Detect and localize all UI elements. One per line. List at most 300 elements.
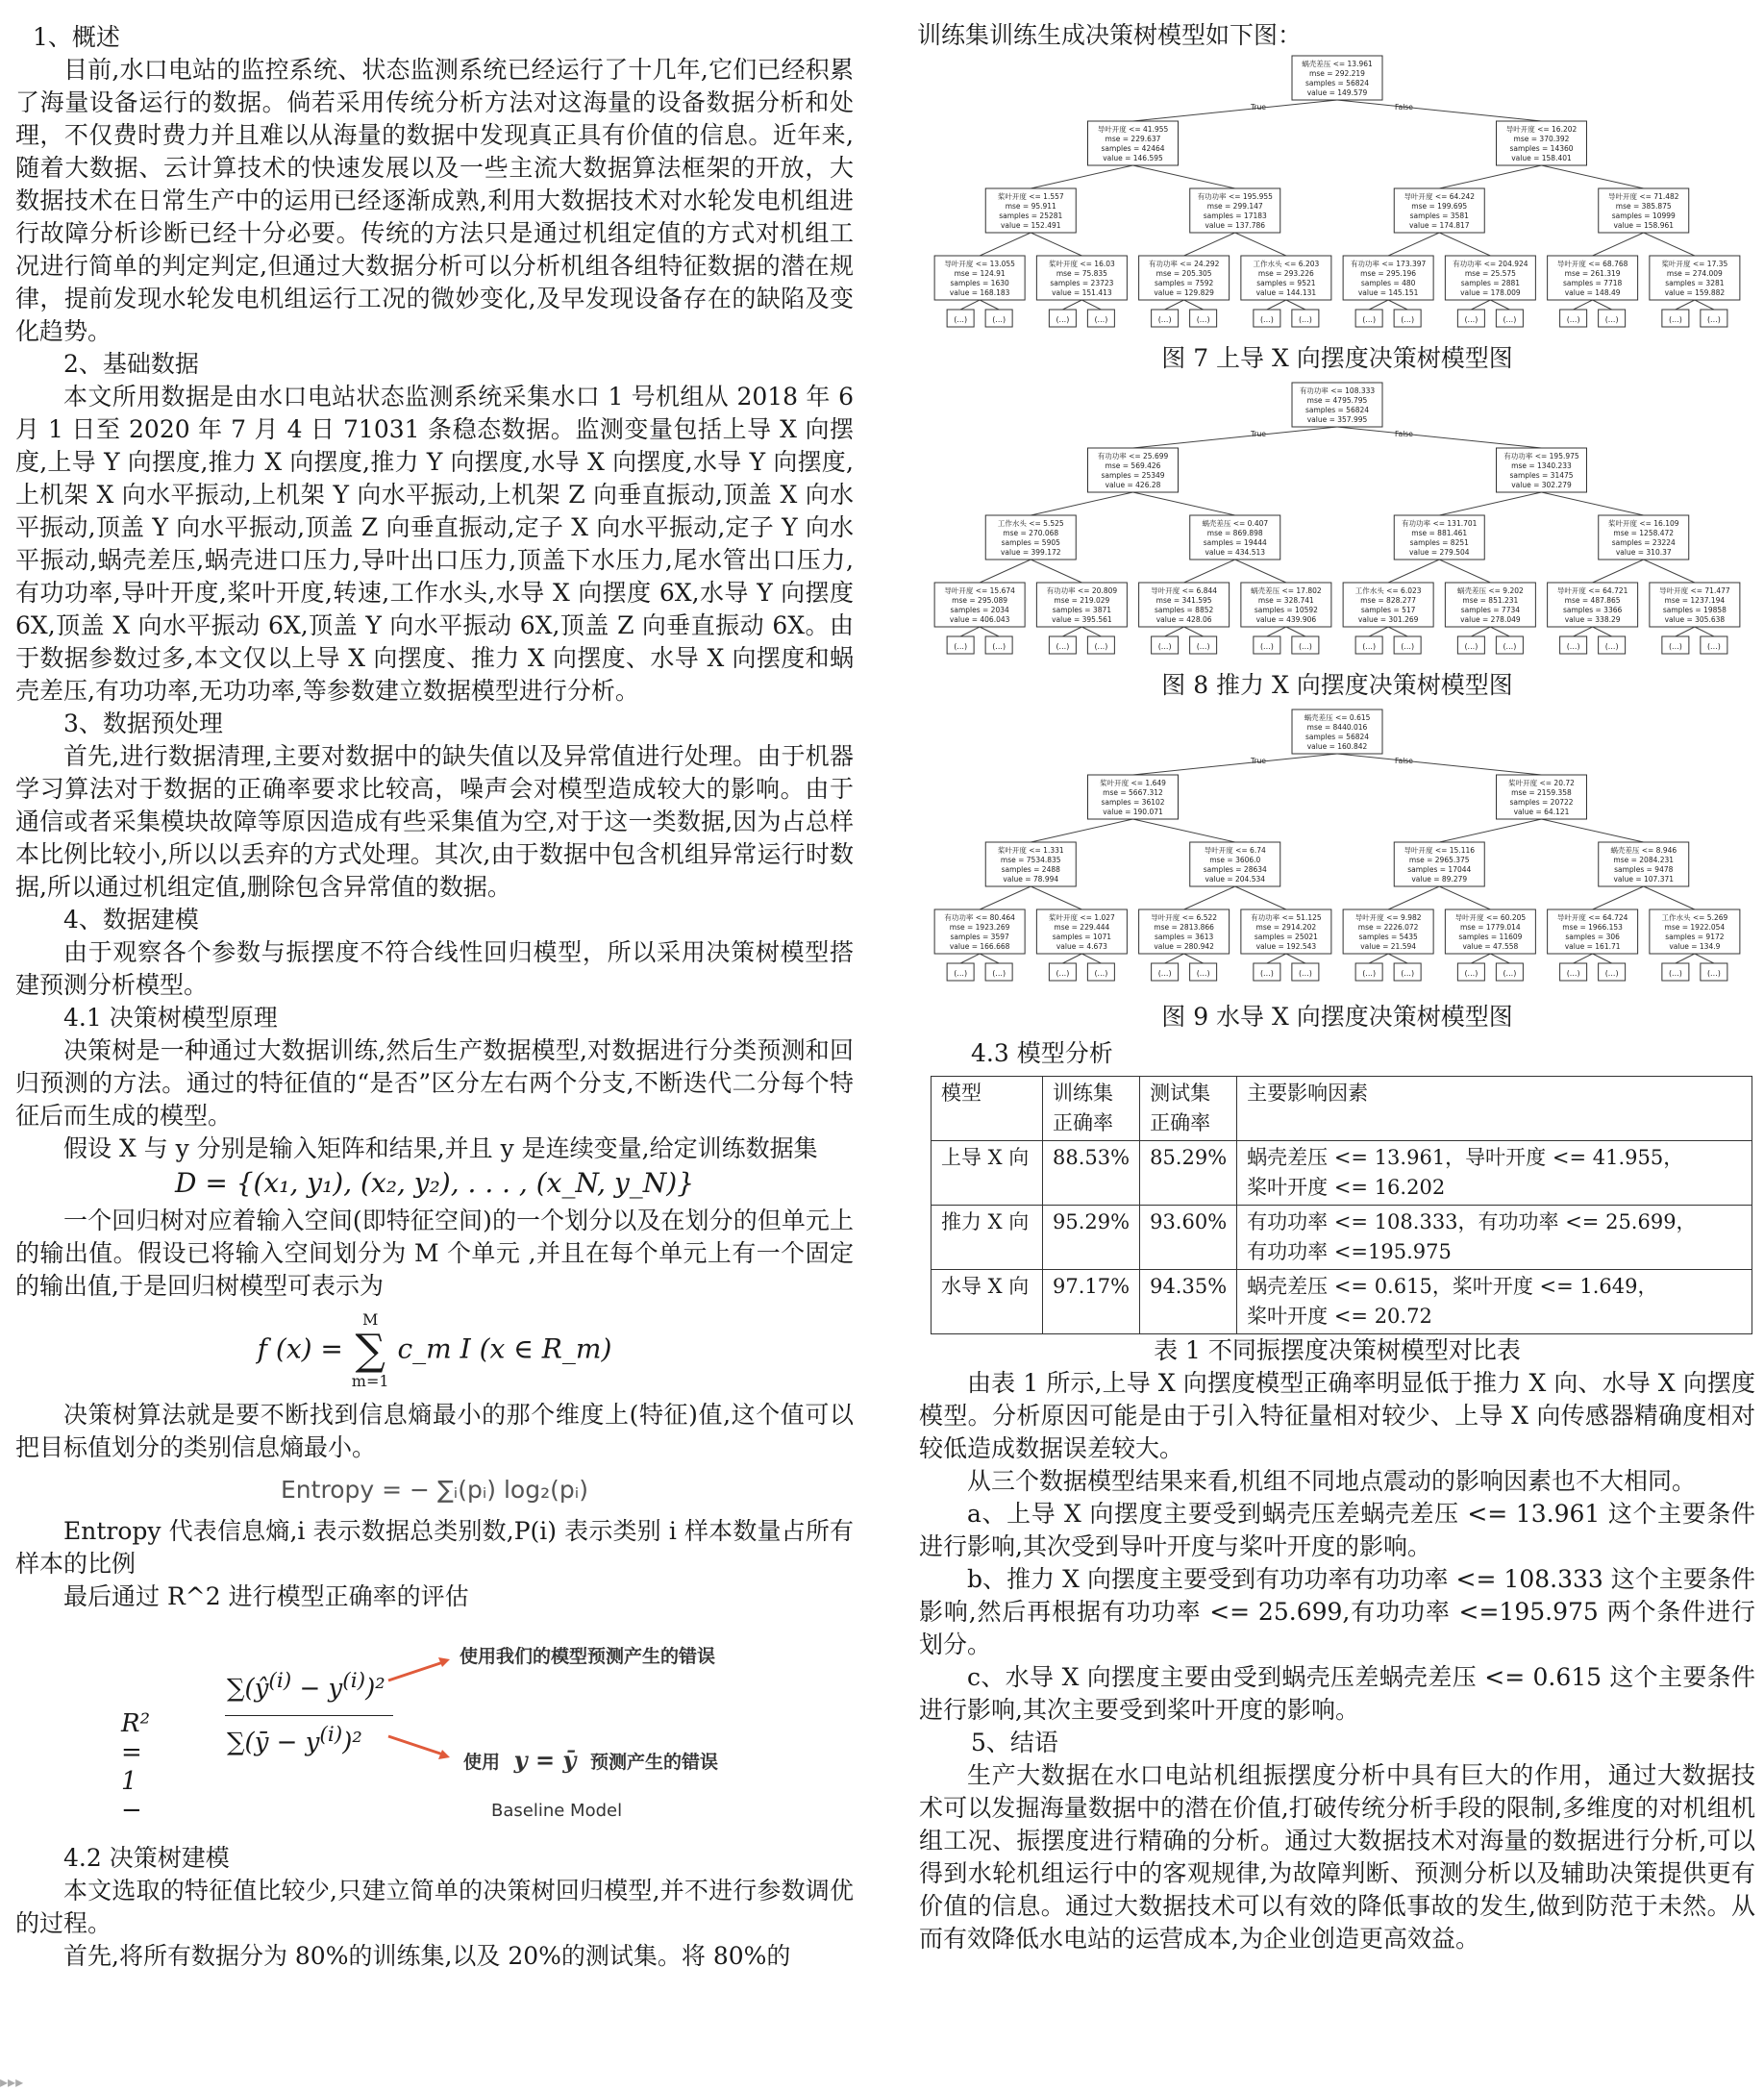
tree-leaf-label: (...) [1094,969,1108,978]
tree-node-text: samples = 7734 [1460,606,1521,614]
tree-node-text: mse = 851.231 [1462,596,1519,605]
tree-edge [980,627,999,636]
tree-node-text: value = 174.817 [1408,221,1470,230]
tree-edge [980,886,1031,909]
tree-edge [1337,754,1542,775]
tree-edge [980,233,1031,256]
page-corner-mark: ▸▸▸ [0,2073,24,2091]
tree-node-text: mse = 2159.358 [1511,788,1572,797]
tree-node-text: samples = 20722 [1509,798,1574,807]
tree-leaf-label: (...) [1094,315,1108,324]
tree-edge [980,300,999,310]
tree-node-text: mse = 2965.375 [1408,856,1470,864]
tree-node-text: samples = 1630 [950,279,1009,287]
tree-leaf-label: (...) [1056,642,1070,651]
tree-edge [1644,233,1695,256]
tree-node-text: value = 78.994 [1003,875,1059,884]
tree-edge [1542,165,1644,188]
decision-tree-figure-9 [929,706,1746,999]
tree-edge [1133,100,1338,121]
tree-node-text: mse = 881.461 [1411,529,1468,537]
tree-leaf-label: (...) [1566,315,1580,324]
tree-node-text: value = 168.183 [949,288,1010,297]
tree-node-text: value = 190.071 [1103,808,1163,816]
paragraph: Entropy 代表信息熵,i 表示数据总类别数,P(i) 表示类别 i 样本数量占所有样本的比例 [15,1517,854,1578]
tree-node-text: samples = 5905 [1001,538,1060,547]
tree-node-text: 导叶开度 <= 64.724 [1556,913,1628,922]
tree-node-text: mse = 2084.231 [1613,856,1675,864]
tree-edge [1593,560,1644,583]
table-cell: 85.29% [1140,1141,1237,1206]
table-cell: 93.60% [1140,1206,1237,1270]
equation-regression-tree: f (x) = M ∑ m=1 c_m I (x ∈ R_m) [257,1310,612,1390]
tree-node-text: value = 301.269 [1357,615,1419,624]
tree-node-text: value = 145.151 [1357,288,1419,297]
tree-leaf-label: (...) [1157,315,1172,324]
tree-node-text: samples = 10999 [1611,212,1676,220]
paragraph: 由于观察各个参数与振摆度不符合线性回归模型，所以采用决策树模型搭建预测分析模型。 [15,938,854,999]
tree-node-text: mse = 299.147 [1206,202,1263,211]
tree-edge [1388,954,1407,963]
tree-node-text: 导叶开度 <= 64.721 [1556,586,1628,595]
tree-edge [1388,627,1407,636]
tree-node-text: value = 310.37 [1615,548,1672,557]
paragraph: 首先,进行数据清理,主要对数据中的缺失值以及异常值进行处理。由于机器学习算法对于数据的正确率要求比较高，噪声会对模型造成较大的影响。由于通信或者采集模块故障等原因造成有些采集值为空,对于这一类数据,因为占总样本比例比较小,所以以丢弃的方式处理。其次,由于数据中包含机组异常运行时数据,所以通过机组定值,删除包含异常值的数据。 [15,742,854,901]
section-title: 3、数据预处理 [63,709,223,737]
subsection-title: 4.1 决策树模型原理 [63,1004,278,1032]
tree-node-text: samples = 7718 [1562,279,1623,287]
tree-node-text: 蜗壳差压 <= 9.202 [1456,586,1524,595]
tree-leaf-label: (...) [1157,642,1172,651]
tree-edge [1439,560,1490,583]
tree-node-text: value = 89.279 [1411,875,1468,884]
tree-node-text: samples = 3366 [1562,606,1623,614]
tree-node-text: 导叶开度 <= 9.982 [1354,913,1422,922]
tree-node-text: samples = 31475 [1509,471,1574,480]
tree-edge [1267,954,1286,963]
tree-leaf-label: (...) [1298,315,1312,324]
tree-node-text: mse = 1923.269 [949,923,1010,932]
tree-node-text: samples = 9521 [1256,279,1316,287]
tree-leaf-label: (...) [1362,969,1377,978]
tree-node-text: mse = 295.089 [952,596,1008,605]
tree-edge [1031,492,1132,515]
equation-entropy: Entropy = − ∑ᵢ(pᵢ) log₂(pᵢ) [281,1476,588,1504]
tree-node-text: value = 158.401 [1511,154,1572,162]
tree-leaf-label: (...) [1503,315,1517,324]
tree-node-text: samples = 56824 [1304,406,1370,414]
tree-leaf-label: (...) [1668,969,1682,978]
comparison-table [931,1076,1752,1334]
tree-leaf-label: (...) [1706,315,1721,324]
tree-node-text: samples = 9478 [1614,865,1674,874]
tree-node-text: mse = 2813.866 [1154,923,1214,932]
tree-node-text: mse = 261.319 [1564,269,1621,278]
tree-node-text: value = 146.595 [1103,154,1163,162]
tree-node-text: value = 4.673 [1056,942,1107,951]
tree-node-text: mse = 1779.014 [1460,923,1521,932]
tree-node-text: mse = 270.068 [1003,529,1059,537]
paragraph: 从三个数据模型结果来看,机组不同地点震动的影响因素也不大相同。 [967,1467,1696,1495]
tree-node-text: 桨叶开度 <= 16.03 [1048,260,1115,268]
tree-edge [1062,627,1081,636]
tree-node-text: 导叶开度 <= 71.482 [1607,192,1679,201]
tree-node-text: value = 302.279 [1511,481,1572,489]
tree-edge [1286,627,1305,636]
tree-node-text: samples = 2881 [1460,279,1521,287]
tree-node-text: samples = 1071 [1052,933,1112,941]
tree-node-text: mse = 2914.202 [1255,923,1317,932]
right-column [919,21,1755,1955]
tree-edge [1471,954,1490,963]
tree-node-text: samples = 28634 [1203,865,1267,874]
tree-edge [1593,886,1644,909]
tree-node-text: samples = 25349 [1101,471,1165,480]
tree-leaf-label: (...) [1157,969,1172,978]
tree-node-text: samples = 9172 [1665,933,1725,941]
tree-edge [1081,300,1101,310]
tree-node-text: value = 280.942 [1154,942,1214,951]
tree-node-text: mse = 124.91 [954,269,1006,278]
decision-tree-figure-7 [929,52,1746,340]
tree-leaf-label: (...) [1298,642,1312,651]
tree-node-text: mse = 2226.072 [1357,923,1419,932]
tree-edge [1031,560,1081,583]
tree-node-text: 导叶开度 <= 15.116 [1404,846,1476,855]
tree-edge [1165,627,1184,636]
tree-edge [1369,954,1388,963]
tree-edge [1695,627,1714,636]
tree-node-text: mse = 295.196 [1360,269,1417,278]
paragraph: 生产大数据在水口电站机组振摆度分析中具有巨大的作用，通过大数据技术可以发掘海量数据中的潜在价值,打破传统分析手段的限制,多维度的对机组机组工况、振摆度进行精确的分析。通过大数据技术对海量的数据进行分析,可以得到水轮机组运行中的客观规律,为故障判断、预测分析以及辅助决策提供更有价值的信息。通过大数据技术可以有效的降低事故的发生,做到防范于未然。从而有效降低水电站的运营成本,为企业创造更高效益。 [919,1761,1755,1953]
tree-edge [1267,627,1286,636]
tree-leaf-label: (...) [1196,969,1210,978]
tree-node-text: mse = 1340.233 [1511,461,1572,470]
tree-edge [1388,233,1439,256]
tree-edge [1062,300,1081,310]
tree-edge [1490,954,1509,963]
tree-edge [1165,954,1184,963]
tree-node-text: 有功功率 <= 24.292 [1148,260,1220,268]
tree-node-text: value = 426.28 [1105,481,1161,489]
tree-edge [1031,165,1132,188]
tree-leaf-label: (...) [1196,315,1210,324]
tree-node-text: 导叶开度 <= 64.242 [1404,192,1476,201]
tree-edge [1133,427,1338,448]
tree-edge [1031,886,1081,909]
tree-leaf-label: (...) [1464,315,1478,324]
tree-node-text: 导叶开度 <= 71.477 [1659,586,1730,595]
section-title: 2、基础数据 [63,350,199,378]
tree-node-text: mse = 1258.472 [1613,529,1675,537]
tree-node-text: mse = 3606.0 [1209,856,1261,864]
tree-node-text: 蜗壳差压 <= 0.407 [1202,519,1269,528]
tree-edge [1235,886,1286,909]
tree-edge [1337,100,1542,121]
tree-leaf-label: (...) [1196,642,1210,651]
tree-leaf-label: (...) [1362,315,1377,324]
tree-node-text: 有功功率 <= 195.955 [1197,192,1273,201]
paragraph: 决策树算法就是要不断找到信息熵最小的那个维度上(特征)值,这个值可以把目标值划分的类别信息熵最小。 [15,1401,854,1461]
tree-leaf-label: (...) [1503,642,1517,651]
tree-node-text: samples = 306 [1565,933,1620,941]
tree-node-text: mse = 1237.194 [1664,596,1726,605]
tree-node-text: value = 305.638 [1664,615,1726,624]
tree-node-text: value = 144.131 [1255,288,1317,297]
table-cell: 88.53% [1043,1141,1140,1206]
r-squared-figure: R² = 1 − $\sum(ŷ^{(i)} - y^{(i)})^2$ ∑(ȳ − $y^{(i)})^2$ 使用我们的模型预测产生的错误 使用 y = ȳ 预测产生的错误 Baseline Model [15,1623,854,1834]
tree-node-text: samples = 10592 [1254,606,1318,614]
tree-node-text: value = 192.543 [1255,942,1317,951]
tree-node-text: value = 137.786 [1205,221,1266,230]
tree-node-text: value = 148.49 [1564,288,1621,297]
tree-leaf-label: (...) [1668,315,1682,324]
tree-node-text: value = 161.71 [1564,942,1621,951]
tree-edge [1337,427,1542,448]
tree-edge [1133,492,1235,515]
tree-node-text: value = 439.906 [1255,615,1317,624]
tree-node-text: samples = 19858 [1662,606,1727,614]
tree-node-text: 导叶开度 <= 15.674 [944,586,1015,595]
tree-node-text: mse = 8440.016 [1306,723,1368,732]
tree-leaf-label: (...) [1464,642,1478,651]
tree-edge [1574,627,1593,636]
tree-edge [1542,492,1644,515]
tree-node-text: mse = 5667.312 [1103,788,1163,797]
tree-node-text: value = 279.504 [1408,548,1470,557]
tree-node-text: 蜗壳差压 <= 17.802 [1251,586,1322,595]
tree-leaf-label: (...) [954,315,968,324]
tree-node-text: samples = 56824 [1304,79,1370,87]
tree-node-text: 导叶开度 <= 16.202 [1505,125,1578,134]
tree-edge [1593,300,1612,310]
tree-leaf-label: (...) [1604,315,1619,324]
tree-node-text: 导叶开度 <= 60.205 [1454,913,1527,922]
tree-edge [1235,560,1286,583]
tree-true-label: True [1251,430,1266,438]
tree-node-text: mse = 569.426 [1105,461,1161,470]
tree-edge [1676,954,1695,963]
tree-node-text: samples = 36102 [1101,798,1165,807]
tree-node-text: samples = 3281 [1665,279,1725,287]
tree-node-text: mse = 1922.054 [1664,923,1726,932]
tree-node-text: mse = 341.595 [1155,596,1212,605]
tree-edge [1439,819,1541,842]
tree-edge [1133,754,1338,775]
tree-edge [1388,300,1407,310]
tree-edge [1676,300,1695,310]
tree-edge [1388,560,1439,583]
tree-edge [1439,886,1490,909]
tree-node-text: mse = 328.741 [1257,596,1314,605]
paragraph: 一个回归树对应着输入空间(即特征空间)的一个划分以及在划分的但单元上的输出值。假设已将输入空间划分为 M 个单元 ,并且在每个单元上有一个固定的输出值,于是回归树模型可表示为 [15,1207,854,1300]
tree-node-text: value = 357.995 [1306,415,1368,424]
tree-node-text: value = 159.882 [1664,288,1726,297]
tree-node-text: 有功功率 <= 20.809 [1046,586,1118,595]
figure-caption: 图 7 上导 X 向摆度决策树模型图 [1161,344,1513,372]
tree-edge [1369,300,1388,310]
tree-edge [1593,954,1612,963]
tree-edge [960,954,980,963]
tree-node-text: 导叶开度 <= 6.844 [1151,586,1218,595]
tree-edge [1695,954,1714,963]
tree-edge [960,627,980,636]
tree-node-text: mse = 75.835 [1056,269,1107,278]
section-title: 5、结语 [971,1729,1058,1756]
tree-node-text: mse = 25.575 [1464,269,1516,278]
tree-leaf-label: (...) [954,969,968,978]
tree-edge [1490,627,1509,636]
tree-node-text: mse = 370.392 [1513,135,1570,143]
tree-leaf-label: (...) [992,642,1006,651]
tree-node-text: samples = 3581 [1409,212,1469,220]
tree-node-text: mse = 274.009 [1666,269,1723,278]
tree-node-text: samples = 14360 [1509,144,1574,153]
decision-tree-figure-8 [929,379,1746,667]
tree-edge [1184,560,1235,583]
tree-node-text: mse = 219.029 [1054,596,1110,605]
tree-node-text: 工作水头 <= 5.525 [997,519,1064,528]
tree-edge [1676,627,1695,636]
tree-node-text: value = 178.009 [1460,288,1521,297]
tree-node-text: 有功功率 <= 131.701 [1402,519,1478,528]
tree-edge [1388,886,1439,909]
tree-node-text: samples = 3871 [1052,606,1112,614]
tree-edge [1133,819,1235,842]
tree-leaf-label: (...) [1401,969,1415,978]
tree-node-text: 导叶开度 <= 13.055 [944,260,1015,268]
tree-node-text: samples = 480 [1360,279,1416,287]
tree-node-text: value = 47.558 [1462,942,1519,951]
tree-node-text: value = 129.829 [1154,288,1214,297]
paragraph: 首先,将所有数据分为 80%的训练集,以及 20%的测试集。将 80%的 [63,1942,791,1970]
equation-dataset: D = {(x₁, y₁), (x₂, y₂), . . . , (x_N, y_N)} [174,1167,695,1199]
tree-node-text: 导叶开度 <= 68.768 [1556,260,1628,268]
paragraph: a、上导 X 向摆度主要受到蜗壳压差蜗壳差压 <= 13.961 这个主要条件进行影响,其次受到导叶开度与桨叶开度的影响。 [919,1500,1755,1560]
tree-node-text: samples = 42464 [1101,144,1165,153]
tree-edge [1490,300,1509,310]
table-header-cell: 主要影响因素 [1237,1077,1752,1141]
tree-node-text: 导叶开度 <= 6.74 [1204,846,1266,855]
tree-node-text: value = 64.121 [1513,808,1570,816]
tree-node-text: samples = 17044 [1407,865,1472,874]
tree-leaf-label: (...) [1298,969,1312,978]
tree-node-text: mse = 229.637 [1105,135,1161,143]
table-cell: 95.29% [1043,1206,1140,1270]
tree-edge [980,560,1031,583]
tree-node-text: 工作水头 <= 5.269 [1661,913,1728,922]
tree-node-text: samples = 7592 [1154,279,1214,287]
tree-node-text: 有功功率 <= 51.125 [1251,913,1322,922]
tree-edge [1165,300,1184,310]
tree-node-text: 有功功率 <= 204.924 [1453,260,1528,268]
tree-leaf-label: (...) [954,642,968,651]
tree-node-text: value = 428.06 [1155,615,1212,624]
tree-edge [1593,233,1644,256]
tree-leaf-label: (...) [1706,969,1721,978]
tree-leaf-label: (...) [1604,969,1619,978]
tree-node-text: value = 149.579 [1306,88,1368,97]
tree-node-text: value = 166.668 [949,942,1010,951]
table-cell: 有功功率 <= 108.333，有功功率 <= 25.699， 有功功率 <=195.975 [1237,1206,1752,1270]
tree-node-text: samples = 2034 [950,606,1009,614]
table-header-cell: 模型 [932,1077,1043,1141]
tree-node-text: value = 406.043 [949,615,1010,624]
tree-node-text: 蜗壳差压 <= 13.961 [1302,60,1373,68]
tree-false-label: False [1395,430,1413,438]
tree-edge [1644,560,1695,583]
tree-node-text: mse = 229.444 [1054,923,1110,932]
tree-node-text: samples = 25021 [1254,933,1318,941]
tree-edge [1133,165,1235,188]
tree-node-text: samples = 2488 [1001,865,1060,874]
paragraph: 目前,水口电站的监控系统、状态监测系统已经运行了十几年,它们已经积累了海量设备运行的数据。倘若采用传统分析方法对这海量的设备数据分析和处理，不仅费时费力并且难以从海量的数据中发现真正具有价值的信息。近年来,随着大数据、云计算技术的快速发展以及一些主流大数据算法框架的开放，大数据技术在日常生产中的运用已经逐渐成熟,利用大数据技术对水轮发电机组进行故障分析诊断已经十分必要。传统的方法只是通过机组定值的方式对机组工况进行简单的判定判定,但通过大数据分析可以分析机组各组特征数据的潜在规律，提前发现水轮发电机组运行工况的微妙变化,及早发现设备存在的缺陷及变化趋势。 [15,56,854,345]
tree-node-text: mse = 4795.795 [1306,396,1368,405]
tree-leaf-label: (...) [1706,642,1721,651]
tree-false-label: False [1395,103,1413,112]
tree-node-text: samples = 3613 [1154,933,1214,941]
tree-leaf-label: (...) [1464,969,1478,978]
tree-edge [1542,819,1644,842]
tree-node-text: 桨叶开度 <= 1.557 [997,192,1064,201]
tree-leaf-label: (...) [1401,315,1415,324]
table-row [932,1270,1752,1334]
subsection-title: 4.3 模型分析 [971,1039,1113,1067]
table-cell: 97.17% [1043,1270,1140,1334]
tree-node-text: value = 107.371 [1613,875,1675,884]
tree-node-text: samples = 11609 [1458,933,1523,941]
tree-node-text: 有功功率 <= 173.397 [1350,260,1427,268]
tree-node-text: samples = 19444 [1203,538,1267,547]
tree-node-text: value = 278.049 [1460,615,1521,624]
table-header-cell: 测试集正确率 [1140,1077,1237,1141]
tree-node-text: 有功功率 <= 195.975 [1503,452,1579,461]
table-header-cell: 训练集正确率 [1043,1077,1140,1141]
tree-node-text: value = 134.9 [1669,942,1721,951]
paragraph: 本文所用数据是由水口电站状态监测系统采集水口 1 号机组从 2018 年 6 月 1 日至 2020 年 7 月 4 日 71031 条稳态数据。监测变量包括上导 X 向摆度,上导 Y 向摆度,推力 X 向摆度,推力 Y 向摆度,水导 X 向摆度,水导 Y 向摆度,上机架 X 向水平振动,上机架 Y 向水平振动,上机架 Z 向垂直振动,顶盖 X 向水平振动,顶盖 Y 向水平振动,顶盖 Z 向垂直振动,定子 X 向水平振动,定子 Y 向水平振动,蜗壳差压,蜗壳进口压力,导叶出口压力,顶盖下水压力,尾水管出口压力,有功功率,导叶开度,桨叶开度,转速,工作水头,水导 X 向摆度 6X,水导 Y 向摆度 6X,顶盖 X 向水平振动 6X,顶盖 Y 向水平振动 6X,顶盖 Z 向垂直振动 6X。由于数据参数过多,本文仅以上导 X 向摆度、推力 X 向摆度、水导 X 向摆度和蜗壳差压,有功功率,无功功率,等参数建立数据模型进行分析。 [15,383,854,705]
table-cell: 94.35% [1140,1270,1237,1334]
tree-edge [1439,233,1490,256]
tree-node-text: 有功功率 <= 80.464 [944,913,1015,922]
tree-node-text: 桨叶开度 <= 1.649 [1100,779,1166,787]
tree-false-label: False [1395,757,1413,765]
tree-node-text: value = 151.413 [1052,288,1112,297]
tree-leaf-label: (...) [992,315,1006,324]
tree-leaf-label: (...) [1668,642,1682,651]
r2-note-baseline: 使用 y = ȳ 预测产生的错误 [463,1746,718,1774]
tree-edge [1267,300,1286,310]
tree-node-text: mse = 869.898 [1206,529,1263,537]
tree-edge [960,300,980,310]
tree-node-text: value = 160.842 [1306,742,1368,751]
tree-node-text: value = 204.534 [1205,875,1266,884]
tree-node-text: 桨叶开度 <= 17.35 [1661,260,1728,268]
tree-edge [1184,627,1204,636]
tree-true-label: True [1251,103,1266,112]
r2-note-model: 使用我们的模型预测产生的错误 [460,1646,716,1667]
tree-node-text: value = 21.594 [1360,942,1417,951]
tree-edge [1439,492,1541,515]
tree-node-text: 蜗壳差压 <= 0.615 [1304,713,1371,722]
left-column [15,21,854,1973]
tree-node-text: samples = 56824 [1304,733,1370,741]
figure-caption: 图 9 水导 X 向摆度决策树模型图 [1161,1003,1513,1031]
table-cell: 水导 X 向 [932,1270,1043,1334]
tree-node-text: 导叶开度 <= 6.522 [1151,913,1218,922]
tree-leaf-label: (...) [1362,642,1377,651]
tree-edge [1031,819,1132,842]
tree-node-text: value = 158.961 [1613,221,1675,230]
